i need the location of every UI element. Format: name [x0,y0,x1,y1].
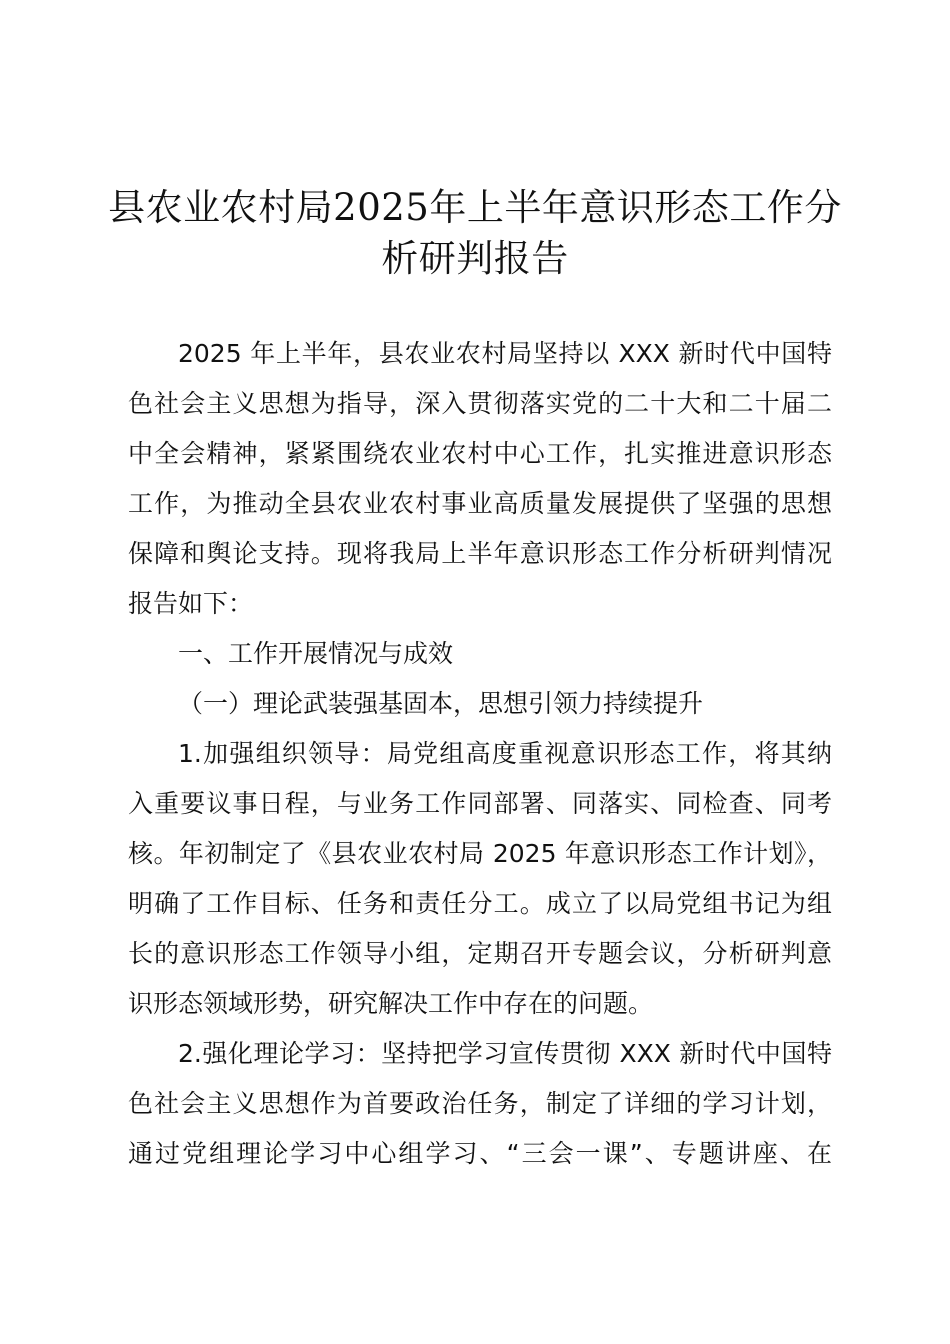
paragraph-line: 中全会精神，紧紧围绕农业农村中心工作，扎实推进意识形态 [128,439,832,468]
paragraph-line: 入重要议事日程，与业务工作同部署、同落实、同检查、同考 [128,789,832,818]
paragraph-line: 色社会主义思想为指导，深入贯彻落实党的二十大和二十届二 [128,389,832,418]
paragraph-line: 报告如下： [128,589,254,618]
subsection-heading: （一）理论武装强基固本，思想引领力持续提升 [178,689,704,718]
paragraph-line: 识形态领域形势，研究解决工作中存在的问题。 [128,989,654,1018]
paragraph-line: 明确了工作目标、任务和责任分工。成立了以局党组书记为组 [128,889,832,918]
paragraph-line: 长的意识形态工作领导小组，定期召开专题会议，分析研判意 [128,939,832,968]
paragraph-line: 2.强化理论学习：坚持把学习宣传贯彻 XXX 新时代中国特 [178,1039,832,1068]
paragraph-line: 保障和舆论支持。现将我局上半年意识形态工作分析研判情况 [128,539,832,568]
paragraph-line: 1.加强组织领导：局党组高度重视意识形态工作，将其纳 [178,739,832,768]
paragraph-line: 通过党组理论学习中心组学习、“三会一课”、专题讲座、在 [128,1139,832,1168]
paragraph-line: 核。年初制定了《县农业农村局 2025 年意识形态工作计划》， [128,839,832,868]
paragraph-line: 色社会主义思想作为首要政治任务，制定了详细的学习计划， [128,1089,832,1118]
section-heading: 一、工作开展情况与成效 [178,639,454,668]
paragraph-line: 2025 年上半年，县农业农村局坚持以 XXX 新时代中国特 [178,339,832,368]
document-title-line-2: 析研判报告 [381,237,569,280]
paragraph-line: 工作，为推动全县农业农村事业高质量发展提供了坚强的思想 [128,489,832,518]
document-title-line-1: 县农业农村局2025年上半年意识形态工作分 [108,186,842,229]
